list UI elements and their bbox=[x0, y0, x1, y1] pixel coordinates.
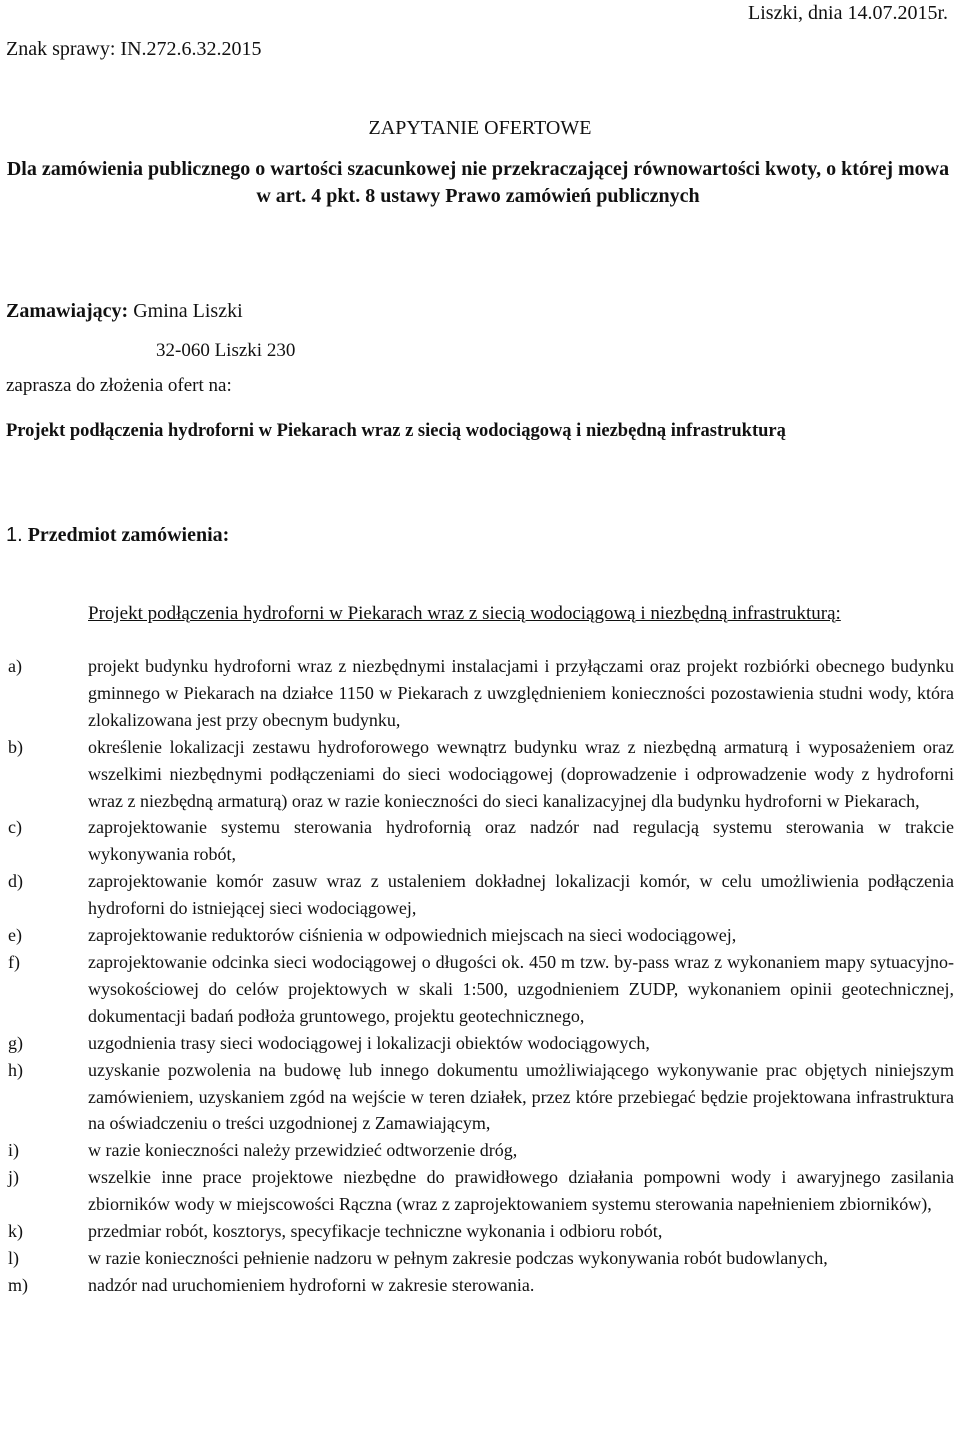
invitation-text: zaprasza do złożenia ofert na: bbox=[6, 375, 232, 396]
list-marker: a) bbox=[8, 656, 22, 676]
list-item-text: zaprojektowanie odcinka sieci wodociągowej o długości ok. 450 m tzw. by-pass wraz z wykonaniem mapy sytuacyjno-wysokościowej do celów projektowych w skali 1:500, uzgodnieniem ZUDP, wykonaniem opinii geotechnicznej, dokumentacji badań podłoża gruntowego, projektu geotechnicznego, bbox=[88, 951, 954, 1026]
list-item bbox=[0, 1218, 960, 1245]
list-item-text: projekt budynku hydroforni wraz z niezbędnymi instalacjami i przyłączami oraz projekt rozbiórki obecnego budynku gminnego w Piekarach na działce 1150 w Piekarach z uwzględnieniem konieczności pozostawienia studni wody, która zlokalizowana jest przy obecnym budynku, bbox=[88, 656, 954, 730]
list-item-text: wszelkie inne prace projektowe niezbędne do prawidłowego działania pompowni wody i awaryjnego zasilania zbiorników wody w miejscowości Rączna (wraz z zaprojektowaniem systemu sterowania napełnieniem zbiorników), bbox=[88, 1167, 954, 1215]
list-marker: l) bbox=[8, 1247, 19, 1268]
ordering-party-name: Gmina Liszki bbox=[133, 300, 243, 322]
list-item-text: przedmiar robót, kosztorys, specyfikacje techniczne wykonania i odbioru robót, bbox=[88, 1221, 663, 1242]
list-marker: h) bbox=[8, 1059, 23, 1080]
list-item-text: w razie konieczności pełnienie nadzoru w pełnym zakresie podczas wykonywania robót budowlanych, bbox=[88, 1247, 828, 1268]
place-date: Liszki, dnia 14.07.2015r. bbox=[748, 2, 948, 24]
list-item-text: uzgodnienia trasy sieci wodociągowej i lokalizacji obiektów wodociągowych, bbox=[88, 1032, 650, 1053]
list-item bbox=[0, 1057, 960, 1138]
list-marker: k) bbox=[8, 1221, 23, 1242]
list-marker: b) bbox=[8, 736, 23, 757]
ordering-party-address: 32-060 Liszki 230 bbox=[156, 340, 296, 361]
list-marker: m) bbox=[8, 1274, 28, 1295]
list-item bbox=[0, 814, 960, 868]
list-marker: d) bbox=[8, 871, 23, 892]
list-item bbox=[0, 1030, 960, 1057]
list-item bbox=[0, 868, 960, 922]
ordering-party bbox=[6, 300, 243, 323]
case-number: Znak sprawy: IN.272.6.32.2015 bbox=[6, 38, 262, 60]
list-marker: j) bbox=[8, 1167, 19, 1188]
scope-list bbox=[0, 653, 960, 1299]
ordering-party-label: Zamawiający: bbox=[6, 300, 129, 322]
list-marker: i) bbox=[8, 1140, 19, 1161]
list-item bbox=[0, 653, 960, 734]
list-item-text: określenie lokalizacji zestawu hydroforowego wewnątrz budynku wraz z niezbędną armaturą i wyposażeniem oraz wszelkimi niezbędnymi podłączeniami do sieci wodociągowej (doprowadzenie i odprowadzenie wody z hydroforni wraz z niezbędną armaturą) oraz w razie konieczności do sieci kanalizacyjnej dla budynku hydroforni w Piekarach, bbox=[88, 736, 954, 811]
document-subtitle: Dla zamówienia publicznego o wartości szacunkowej nie przekraczającej równowartości kwoty, o której mowa w art. 4 pkt. 8 ustawy Prawo zamówień publicznych bbox=[6, 158, 950, 207]
section-title: Przedmiot zamówienia: bbox=[27, 524, 230, 546]
list-item-text: zaprojektowanie systemu sterowania hydrofornią oraz nadzór nad regulacją systemu sterowania w trakcie wykonywania robót, bbox=[88, 817, 954, 865]
list-item bbox=[0, 734, 960, 815]
list-item-text: nadzór nad uruchomieniem hydroforni w zakresie sterowania. bbox=[88, 1274, 535, 1295]
list-item bbox=[0, 922, 960, 949]
section-heading bbox=[6, 524, 229, 547]
subject-title: Projekt podłączenia hydroforni w Piekarach wraz z siecią wodociągową i niezbędną infrastrukturą: bbox=[88, 603, 841, 624]
section-number: 1. bbox=[6, 524, 23, 546]
list-item bbox=[0, 1272, 960, 1299]
list-item-text: uzyskanie pozwolenia na budowę lub innego dokumentu umożliwiającego wykonywanie prac objętych niniejszym zamówieniem, uzyskaniem zgód na wejście w teren działek, przez które przebiegać będzie projektowana infrastruktura na oświadczeniu o treści uzgodnionej z Zamawiającym, bbox=[88, 1059, 954, 1134]
project-title: Projekt podłączenia hydroforni w Piekarach wraz z siecią wodociągową i niezbędną infrastrukturą bbox=[6, 421, 786, 441]
document-title: ZAPYTANIE OFERTOWE bbox=[368, 117, 592, 139]
list-item bbox=[0, 1245, 960, 1272]
list-marker: f) bbox=[8, 951, 20, 972]
list-item bbox=[0, 949, 960, 1030]
list-marker: c) bbox=[8, 817, 22, 838]
list-marker: g) bbox=[8, 1032, 23, 1053]
list-item bbox=[0, 1164, 960, 1218]
list-item-text: zaprojektowanie komór zasuw wraz z ustaleniem dokładnej lokalizacji komór, w celu umożliwienia podłączenia hydroforni do istniejącej sieci wodociągowej, bbox=[88, 871, 954, 919]
list-item-text: zaprojektowanie reduktorów ciśnienia w odpowiednich miejscach na sieci wodociągowej, bbox=[88, 925, 737, 946]
list-item-text: w razie konieczności należy przewidzieć odtworzenie dróg, bbox=[88, 1140, 518, 1161]
list-marker: e) bbox=[8, 925, 22, 946]
list-item bbox=[0, 1137, 960, 1164]
